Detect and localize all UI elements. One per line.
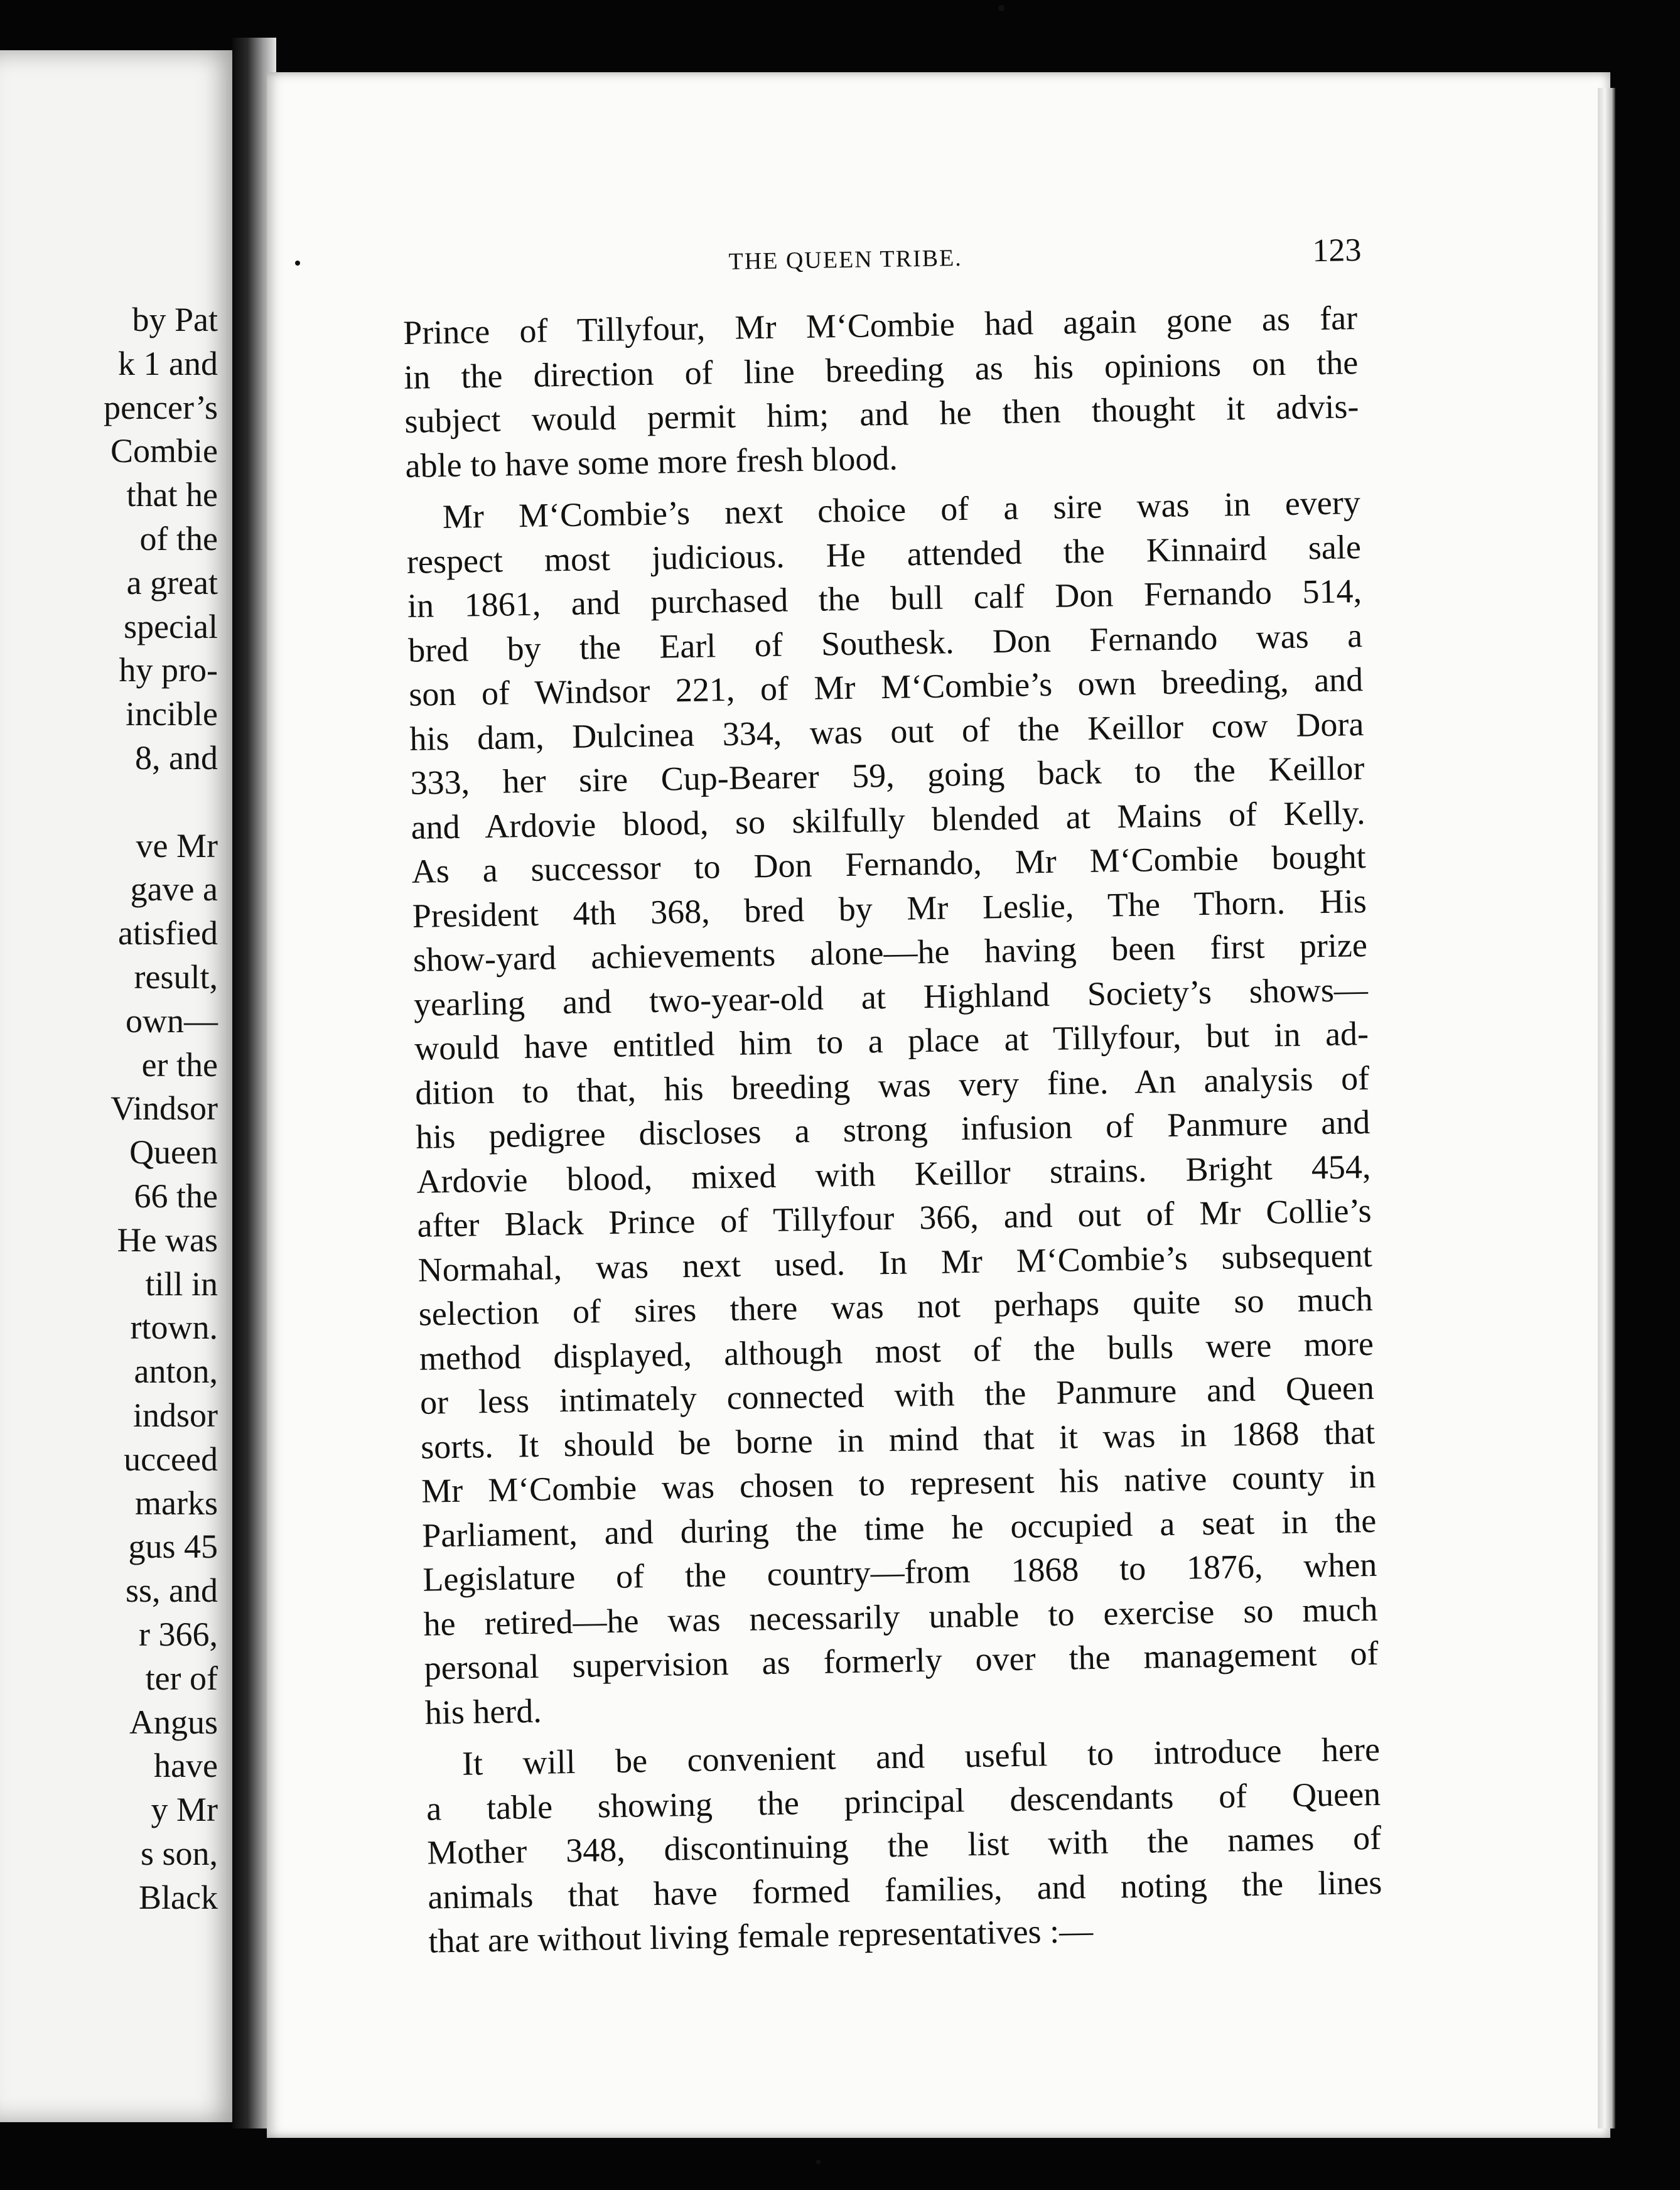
text-line: his pedigree discloses a strong infusion of Panmure and <box>415 1103 1370 1156</box>
text-line: in 1861, and purchased the bull calf Don Fernando 514, <box>407 572 1362 625</box>
ink-speck <box>998 5 1004 11</box>
left-page-fragment: indsor <box>133 1396 218 1434</box>
text-line: a table showing the principal descendants of Queen <box>426 1774 1381 1828</box>
text-line: Legislature of the country—from 1868 to 1876, when <box>423 1545 1377 1599</box>
text-line: Parliament, and during the time he occupied a seat in the <box>421 1501 1377 1555</box>
left-page-fragment: k 1 and <box>118 344 218 382</box>
left-page-fragment: Combie <box>110 432 218 470</box>
text-line: Mr M‘Combie’s next choice of a sire was in every <box>442 483 1361 536</box>
ink-speck <box>295 261 300 266</box>
left-page-fragment: anton, <box>134 1352 218 1391</box>
text-line: subject would permit him; and he then thought it advis- <box>404 387 1359 440</box>
page-number: 123 <box>1311 232 1362 269</box>
text-line: Ardovie blood, mixed with Keillor strains. Bright 454, <box>416 1147 1371 1200</box>
left-page-fragment: by Pat <box>132 301 218 338</box>
left-page-fragment: r 366, <box>139 1615 218 1653</box>
text-line: dition to that, his breeding was very fine. An analysis of <box>414 1059 1370 1112</box>
text-line: able to have some more fresh blood. <box>405 439 898 485</box>
text-line: personal supervision as formerly over the management of <box>424 1634 1379 1687</box>
paragraph <box>406 480 1379 1735</box>
text-line: and Ardovie blood, so skilfully blended at Mains of Kelly. <box>411 793 1365 846</box>
left-page-fragment: result, <box>134 957 218 996</box>
left-page-fragment: marks <box>135 1484 218 1522</box>
text-line: yearling and two-year-old at Highland Society’s shows— <box>413 970 1369 1023</box>
left-page-fragment: ss, and <box>126 1572 218 1610</box>
text-line: 333, her sire Cup-Bearer 59, going back to the Keillor <box>410 749 1365 802</box>
text-line: animals that have formed families, and noting the lines <box>427 1863 1382 1916</box>
left-page-fragment: pencer’s <box>104 388 218 426</box>
text-line: method displayed, although most of the bulls were more <box>419 1324 1374 1378</box>
text-line: Normahal, was next used. In Mr M‘Combie’s subsequent <box>417 1236 1373 1289</box>
left-page-fragment: till in <box>145 1265 218 1303</box>
left-page-fragment: atisfied <box>118 914 218 952</box>
text-line: in the direction of line breeding as his opinions on the <box>403 343 1359 396</box>
text-line: son of Windsor 221, of Mr M‘Combie’s own breeding, and <box>408 661 1364 713</box>
paragraph <box>403 296 1360 488</box>
left-page-fragment: ter of <box>145 1659 218 1697</box>
text-line: or less intimately connected with the Panmure and Queen <box>419 1368 1375 1421</box>
left-facing-page <box>0 50 242 2122</box>
left-page-fragment: y Mr <box>151 1791 218 1829</box>
body-text <box>403 296 1383 1963</box>
text-line: after Black Prince of Tillyfour 366, and out of Mr Collie’s <box>417 1191 1372 1244</box>
left-page-fragment: of the <box>139 519 218 558</box>
text-line: selection of sires there was not perhaps quite so much <box>418 1280 1374 1333</box>
text-line: his herd. <box>424 1691 542 1732</box>
paragraph <box>426 1727 1383 1963</box>
ink-speck <box>816 2160 821 2164</box>
text-line: his dam, Dulcinea 334, was out of the Keillor cow Dora <box>409 704 1364 758</box>
left-page-fragment: own— <box>126 1001 218 1040</box>
text-line: that are without living female representatives :— <box>428 1912 1094 1960</box>
text-line: show-yard achievements alone—he having been first prize <box>412 925 1368 979</box>
left-page-fragment: ucceed <box>124 1440 218 1478</box>
left-page-fragment: incible <box>126 695 218 733</box>
left-page-fragment: have <box>154 1747 218 1785</box>
page-edge <box>1598 88 1615 2128</box>
text-line: sorts. It should be borne in mind that it was in 1868 that <box>420 1413 1376 1466</box>
left-page-fragment: He was <box>117 1221 218 1259</box>
left-page-fragment: 8, and <box>135 738 218 777</box>
page-text-block <box>402 227 1383 1963</box>
text-line: he retired—he was necessarily unable to exercise so much <box>423 1590 1378 1643</box>
text-line: Mother 348, discontinuing the list with the names of <box>426 1818 1382 1872</box>
text-line: President 4th 368, bred by Mr Leslie, The Thorn. His <box>412 882 1367 935</box>
text-line: As a successor to Don Fernando, Mr M‘Combie bought <box>411 838 1367 890</box>
running-head-title: THE QUEEN TRIBE. <box>728 244 963 275</box>
left-page-fragment: 66 the <box>134 1177 218 1215</box>
left-page-text-fragments <box>0 298 218 1919</box>
left-page-fragment: Angus <box>129 1703 218 1741</box>
left-page-fragment: er the <box>141 1045 218 1084</box>
left-page-fragment: s son, <box>140 1834 218 1872</box>
left-page-fragment: ve Mr <box>136 826 218 865</box>
left-page-fragment: Queen <box>129 1133 218 1172</box>
text-line: respect most judicious. He attended the Kinnaird sale <box>406 527 1362 581</box>
left-page-fragment <box>0 780 218 824</box>
left-page-fragment: gave a <box>130 870 218 909</box>
left-page-fragment: hy pro- <box>119 651 218 689</box>
left-page-fragment: rtown. <box>130 1308 218 1347</box>
left-page-fragment: Black <box>139 1878 218 1916</box>
text-line: bred by the Earl of Southesk. Don Fernando was a <box>407 616 1363 669</box>
left-page-fragment: that he <box>126 476 218 514</box>
left-page-fragment: a great <box>126 563 218 601</box>
left-page-fragment: Vindsor <box>110 1089 218 1128</box>
left-page-fragment: gus 45 <box>128 1528 218 1566</box>
text-line: Prince of Tillyfour, Mr M‘Combie had again gone as far <box>402 299 1358 352</box>
left-page-fragment: special <box>124 607 218 645</box>
text-line: would have entitled him to a place at Tillyfour, but in ad- <box>414 1014 1369 1067</box>
text-line: Mr M‘Combie was chosen to represent his native county in <box>421 1457 1376 1510</box>
text-line: It will be convenient and useful to introduce here <box>461 1730 1381 1783</box>
